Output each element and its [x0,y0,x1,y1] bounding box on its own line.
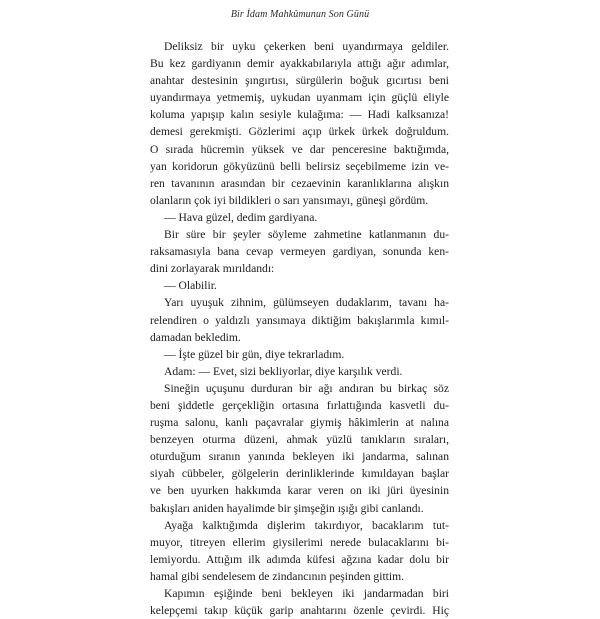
text-line: relendiren o yaldızlı yansımaya diktiğim bakışlarımla kımıl- [150,313,449,327]
text-line: Ayağa kalktığımda dişlerim takırdıyor, bacaklarım tut- [164,518,449,532]
text-line: Bu kez gardiyanın demir ayakkabılarıyla attığı ağır adımlar, [150,57,449,71]
text-line: beni şiddetle gerçekliğin ortasına fırlattığında kasvetli du- [150,398,449,412]
paragraph [150,346,449,363]
text-line: kelepçemi takıp küçük garip anahtarını özenle çevirdi. Hiç [150,604,449,618]
text-line: damadan bekledim. [150,330,241,344]
text-line: ve ben uyurken hakkımda karar veren on iki jüri üyesinin [150,484,449,498]
text-line: siyah cübbeler, gölgelerin derinliklerinde kımıldayan başlar [150,467,449,481]
text-line: lemiyordu. Attığım ilk adımda küfesi ağzına kadar dolu bir [150,552,449,566]
text-line: raksamasıyla bana cevap vermeyen gardiyan, sonunda ken- [150,245,449,259]
text-line: Yarı uyuşuk zihnim, gülümseyen dudaklarım, tavanı ha- [164,296,449,310]
text-line: ren tavanının arasından bir cezaevinin karanlıklarına alışkın [150,176,449,190]
text-line: koluma yapışıp kalın sesiyle kulağıma: — Hadi kalksanıza! [150,108,449,122]
paragraph [150,209,449,226]
body-text [150,38,449,619]
text-line: anahtar destesinin şıngırtısı, sürgülerin boğuk gıcırtısı beni [150,74,449,88]
text-line: ruşma salonu, kanlı paçavralar giymiş hâkimlerin at nalına [150,416,449,430]
paragraph [150,226,449,277]
paragraph [150,277,449,294]
text-line: — Hava güzel, dedim gardiyana. [164,210,318,224]
text-line: hamal gibi sendelesem de zindancının peşinden gittim. [150,569,405,583]
paragraph [150,294,449,345]
paragraph [150,363,449,380]
text-line: Bir süre bir şeyler söyleme zahmetine katlanmanın du- [164,228,449,242]
text-line: O sırada hücremin yüksek ve dar penceresine baktığımda, [150,142,449,156]
text-line: Deliksiz bir uyku çekerken beni uyandırmaya geldiler. [164,40,449,53]
text-line: muyor, titreyen ellerim giysilerimi nerede bulacaklarını bi- [150,535,449,549]
text-line: Sineğin uçuşunu durduran bir ağı andıran bu birkaç söz [164,381,449,395]
text-line: Kapımın eşiğinde beni bekleyen iki jandarmadan biri [164,587,449,600]
text-line: — İşte güzel bir gün, diye tekrarladım. [164,347,345,361]
text-line: — Olabilir. [164,279,217,293]
running-header: Bir İdam Mahkûmunun Son Günü [230,9,370,20]
text-line: benzeyen oturma düzeni, ahmak yüzlü tanıkların sıraları, [150,433,449,447]
paragraph [150,517,449,585]
text-line: yan koridorun gökyüzünü belli belirsiz seçebilmeme izin ve- [150,159,449,173]
text-line: dini zorlayarak mırıldandı: [150,262,275,276]
paragraph [150,38,449,209]
text-line: uyandırmaya yetmemiş, uykudan uyanmam için güçlü eliyle [150,91,449,105]
text-line: oturduğum sıranın yanında bekleyen iki jandarma, salınan [150,450,449,464]
text-line: demesi gerekmişti. Gözlerimi açıp ürkek ürkek doğruldum. [150,125,449,139]
paragraph [150,585,449,619]
text-line: bakışları aniden hayalimde bir şimşeğin ışığı gibi canlandı. [150,501,424,515]
text-line: olanların çok iyi bildikleri o sarı yansımayı, güneşi gördüm. [150,193,429,207]
text-line: Adam: — Evet, sizi bekliyorlar, diye karşılık verdi. [164,364,403,378]
paragraph [150,380,449,517]
